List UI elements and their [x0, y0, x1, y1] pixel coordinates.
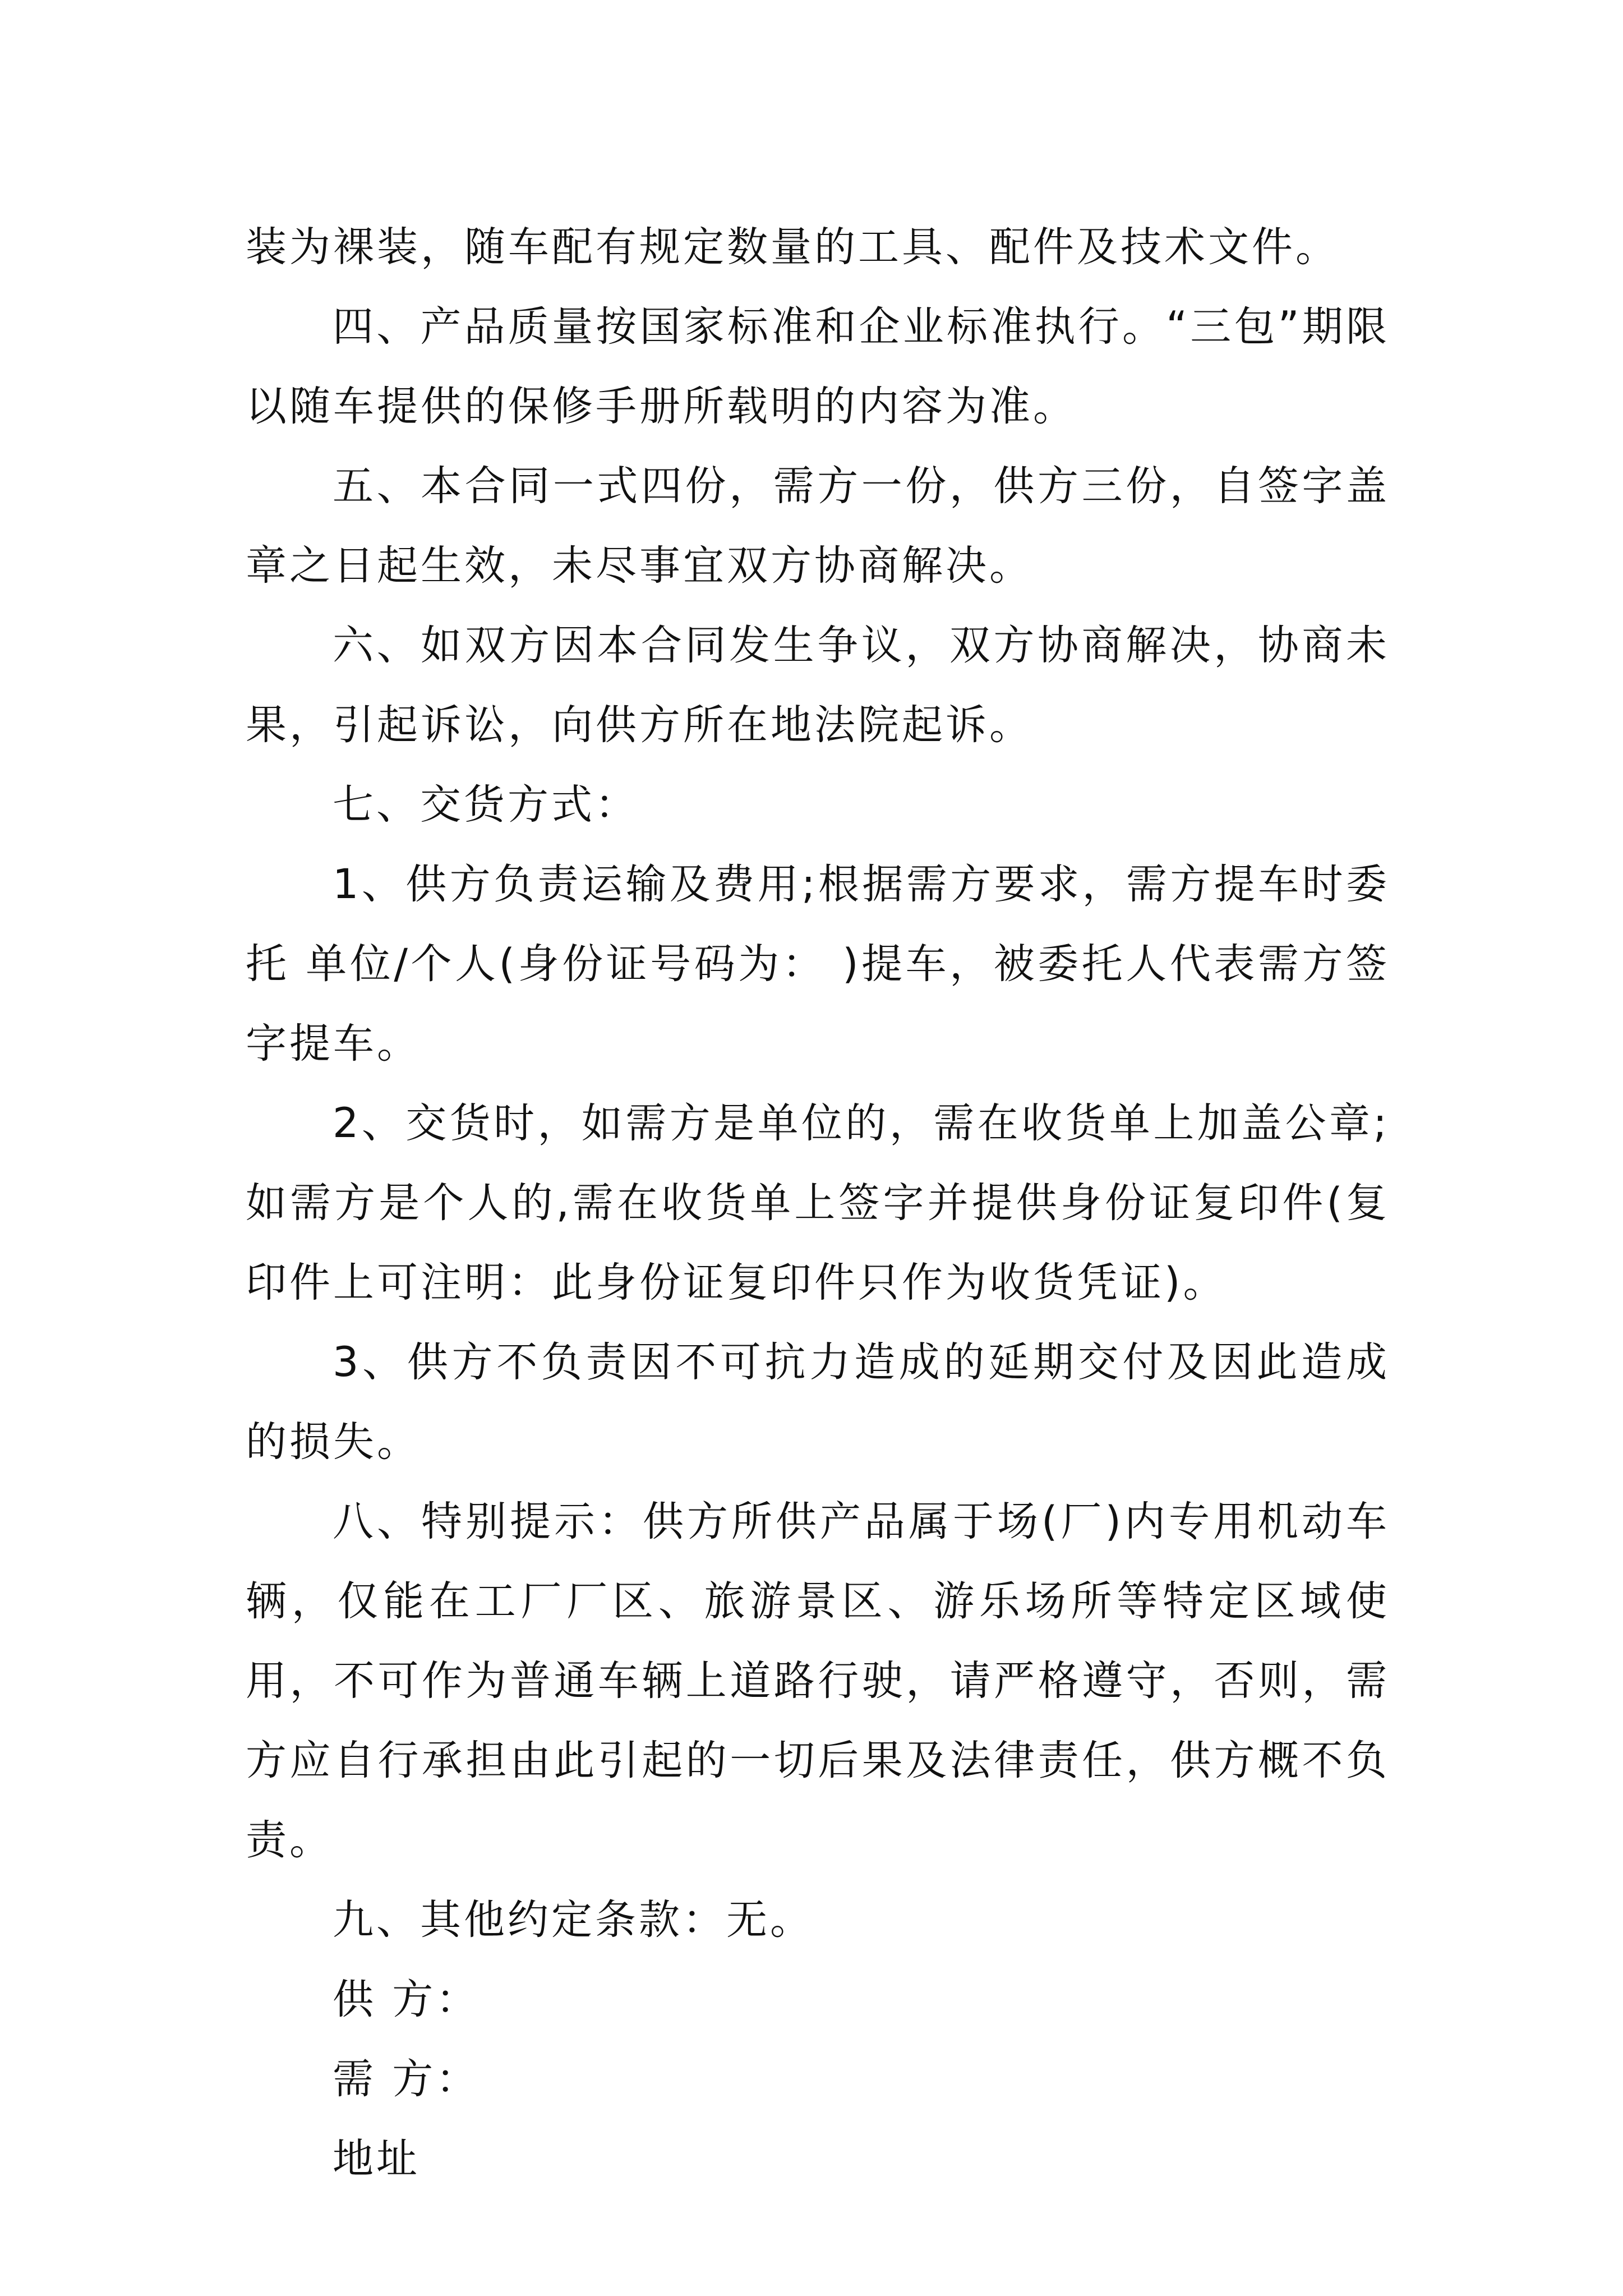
- supplier-signature-line: 供 方：: [333, 1976, 480, 2023]
- paragraph-clause-5-copies: 五、本合同一式四份，需方一份，供方三份，自签字盖章之日起生效，未尽事宜双方协商解决。: [246, 462, 1390, 590]
- paragraph-clause-9-other: 九、其他约定条款：无。: [333, 1896, 814, 1944]
- paragraph-packaging-continuation: 装为裸装，随车配有规定数量的工具、配件及技术文件。: [246, 223, 1339, 271]
- paragraph-clause-6-disputes: 六、如双方因本合同发生争议，双方协商解决，协商未果，引起诉讼，向供方所在地法院起诉。: [246, 622, 1390, 749]
- address-line: 地址: [333, 2135, 420, 2183]
- paragraph-clause-8-notice: 八、特别提示：供方所供产品属于场(厂)内专用机动车辆，仅能在工厂厂区、旅游景区、游乐场所等特定区域使用，不可作为普通车辆上道路行驶，请严格遵守，否则，需方应自行承担由此引起的一切后果及法律责任，供方概不负责。: [246, 1498, 1390, 1864]
- paragraph-delivery-item-1: 1、供方负责运输及费用;根据需方要求，需方提车时委托 单位/个人(身份证号码为： )提车，被委托人代表需方签字提车。: [246, 861, 1390, 1068]
- paragraph-delivery-item-2: 2、交货时，如需方是单位的，需在收货单上加盖公章;如需方是个人的,需在收货单上签字并提供身份证复印件(复印件上可注明：此身份证复印件只作为收货凭证)。: [246, 1099, 1390, 1306]
- paragraph-clause-7-delivery: 七、交货方式：: [333, 781, 639, 829]
- buyer-signature-line: 需 方：: [333, 2055, 480, 2103]
- paragraph-delivery-item-3: 3、供方不负责因不可抗力造成的延期交付及因此造成的损失。: [246, 1338, 1390, 1466]
- contract-text: [246, 208, 1390, 2199]
- paragraph-clause-4-quality: 四、产品质量按国家标准和企业标准执行。“三包”期限以随车提供的保修手册所载明的内容为准。: [246, 303, 1390, 430]
